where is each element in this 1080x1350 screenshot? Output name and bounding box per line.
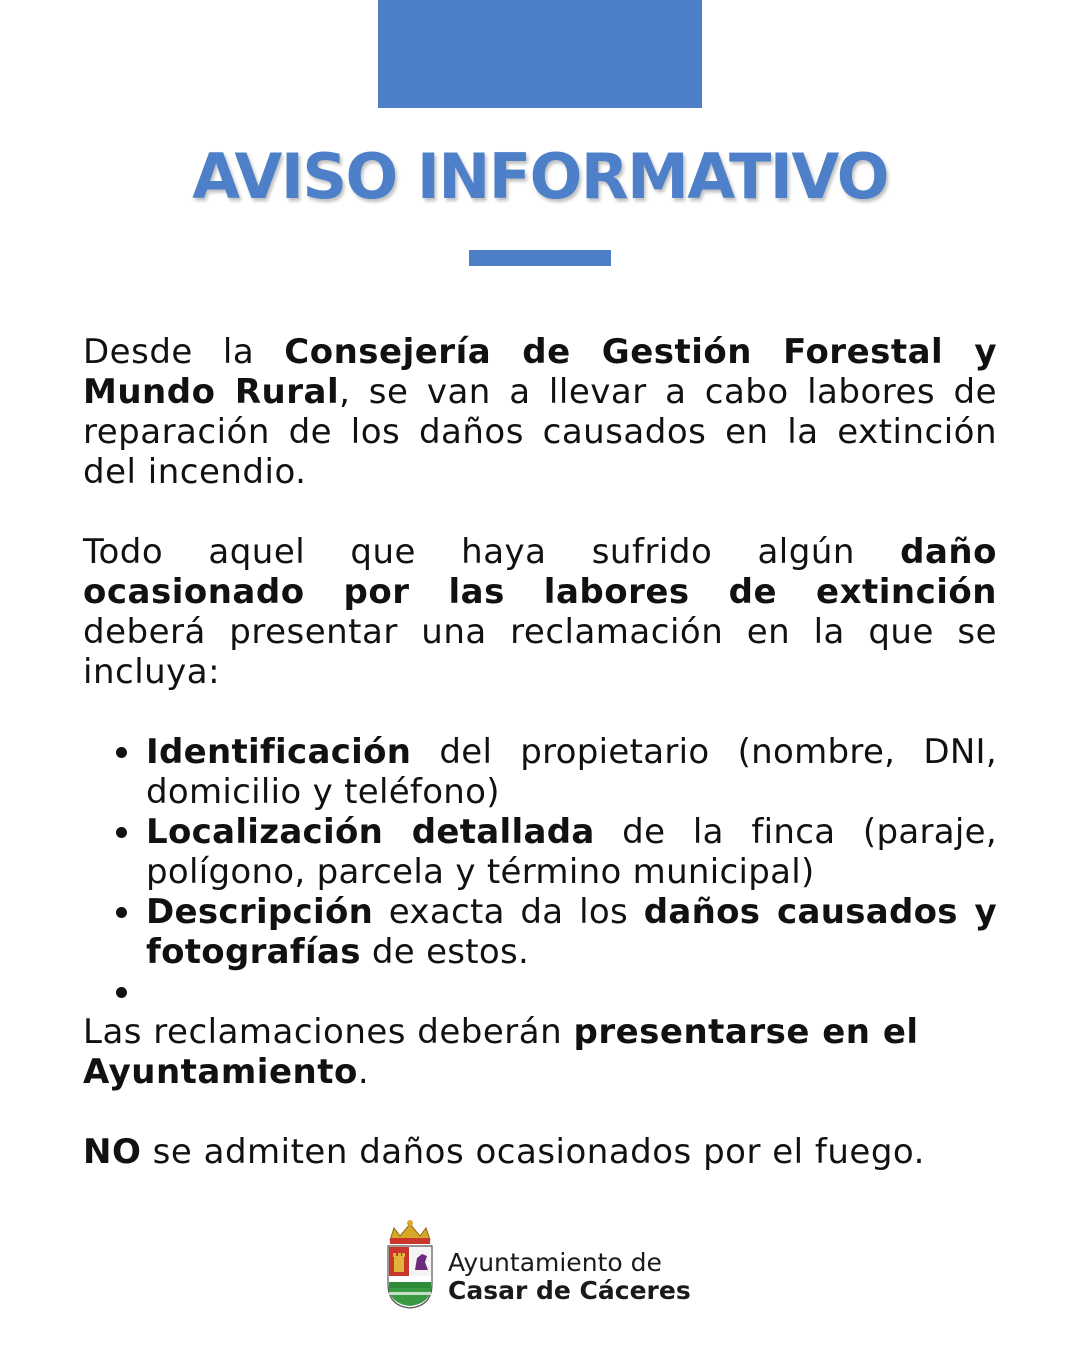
requirements-list xyxy=(83,732,997,1012)
bullet-icon xyxy=(116,747,127,758)
list-item-text: exacta da los xyxy=(373,892,644,932)
list-item-bold: Identificación xyxy=(146,732,412,772)
bullet-icon xyxy=(116,987,127,998)
top-accent-bar xyxy=(378,0,702,108)
list-item-bold: Descripción xyxy=(146,892,374,932)
list-item-text: de estos. xyxy=(360,932,530,972)
paragraph-bold-text: presentarse en el Ayuntamiento xyxy=(83,1012,919,1092)
paragraph-text: , se van a llevar a cabo labores de reparación de los daños causados en la extinción del incendio. xyxy=(83,372,997,492)
list-item-empty xyxy=(83,972,997,1012)
title-underline xyxy=(469,250,611,266)
page-title: AVISO INFORMATIVO xyxy=(192,140,888,213)
list-item xyxy=(83,812,997,892)
list-item xyxy=(83,732,997,812)
bullet-icon xyxy=(116,827,127,838)
paragraph-bold-text: NO xyxy=(83,1132,142,1172)
paragraph-presentacion xyxy=(83,1012,997,1092)
list-item-text: de la finca (paraje, polígono, parcela y término municipal) xyxy=(146,812,997,892)
bullet-icon xyxy=(116,907,127,918)
list-item xyxy=(83,892,997,972)
paragraph-consejeria xyxy=(83,332,997,492)
paragraph-text: Desde la xyxy=(83,332,285,372)
footer-logo xyxy=(384,1218,704,1313)
paragraph-bold-text: daño ocasionado por las labores de extinción xyxy=(83,532,997,612)
footer-org-line2: Casar de Cáceres xyxy=(448,1276,691,1305)
paragraph-text: deberá presentar una reclamación en la que se incluya: xyxy=(83,612,997,692)
paragraph-text: . xyxy=(357,1052,370,1092)
list-item-bold: daños causados y fotografías xyxy=(146,892,998,972)
coat-of-arms-icon xyxy=(384,1218,436,1310)
paragraph-bold-text: Consejería de Gestión Forestal y Mundo Rural xyxy=(83,332,997,412)
paragraph-reclamacion xyxy=(83,532,997,692)
paragraph-exclusion xyxy=(83,1132,997,1172)
paragraph-text: Las reclamaciones deberán xyxy=(83,1012,574,1052)
footer-org-line1: Ayuntamiento de xyxy=(448,1248,662,1277)
paragraph-text: Todo aquel que haya sufrido algún xyxy=(83,532,901,572)
list-item-text: del propietario (nombre, DNI, domicilio y teléfono) xyxy=(146,732,997,812)
list-item-bold: Localización detallada xyxy=(146,812,595,852)
paragraph-text: se admiten daños ocasionados por el fuego. xyxy=(141,1132,925,1172)
